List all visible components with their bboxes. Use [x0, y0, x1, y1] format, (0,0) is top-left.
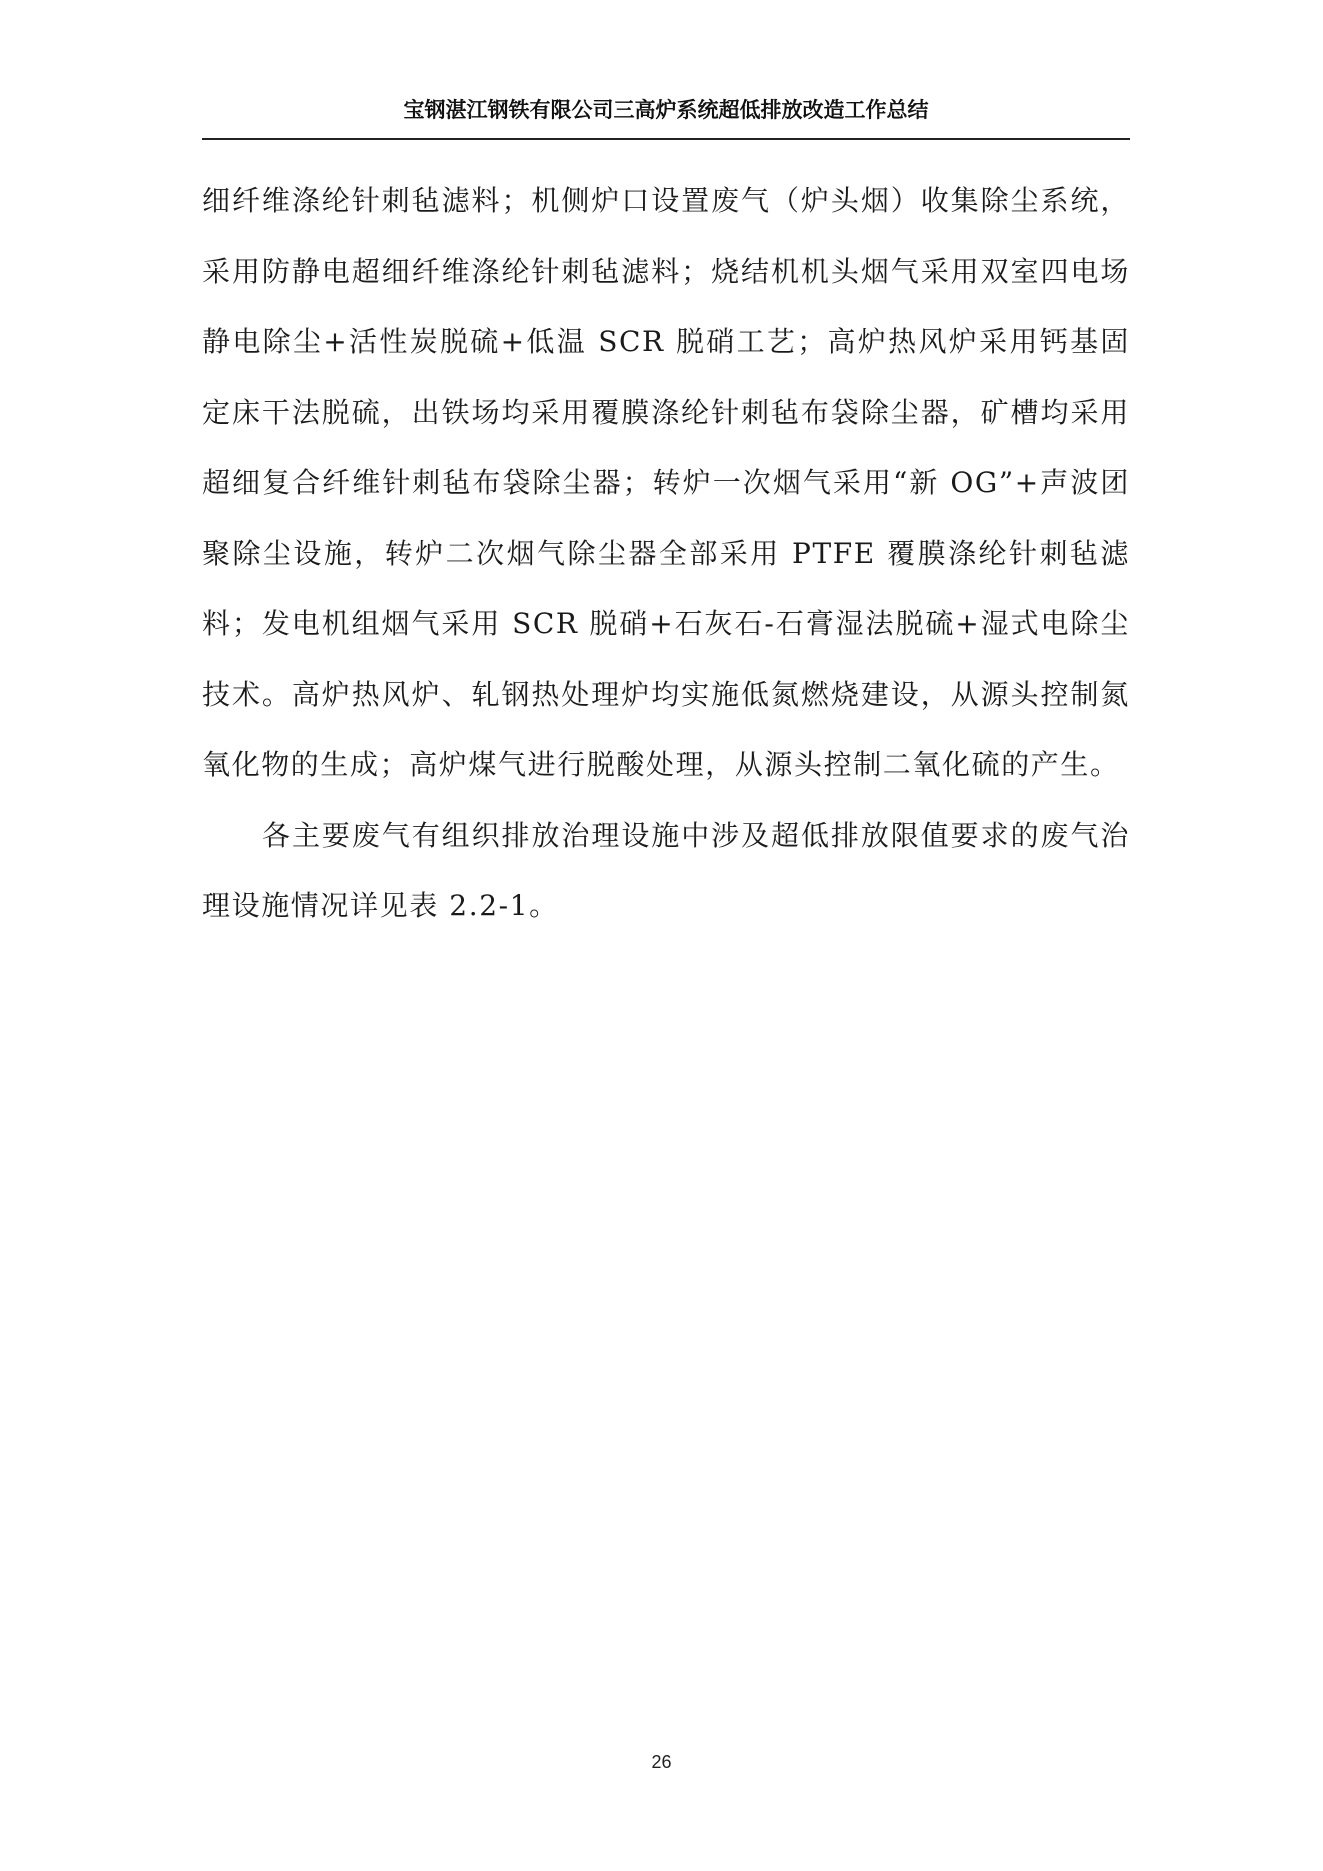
- header-divider: [202, 138, 1130, 140]
- document-body: [202, 166, 1130, 942]
- body-paragraph-2: 各主要废气有组织排放治理设施中涉及超低排放限值要求的废气治理设施情况详见表 2.2-1。: [202, 818, 1130, 922]
- body-paragraph-1: 细纤维涤纶针刺毡滤料；机侧炉口设置废气（炉头烟）收集除尘系统，采用防静电超细纤维涤纶针刺毡滤料；烧结机机头烟气采用双室四电场静电除尘+活性炭脱硫+低温 SCR 脱硝工艺；高炉热风炉采用钙基固定床干法脱硫，出铁场均采用覆膜涤纶针刺毡布袋除尘器，矿槽均采用超细复合纤维针刺毡布袋除尘器；转炉一次烟气采用“新 OG”+声波团聚除尘设施，转炉二次烟气除尘器全部采用 PTFE 覆膜涤纶针刺毡滤料；发电机组烟气采用 SCR 脱硝+石灰石-石膏湿法脱硫+湿式电除尘技术。高炉热风炉、轧钢热处理炉均实施低氮燃烧建设，从源头控制氮氧化物的生成；高炉煤气进行脱酸处理，从源头控制二氧化硫的产生。: [202, 184, 1130, 781]
- page-number: 26: [651, 1752, 672, 1772]
- running-header: 宝钢湛江钢铁有限公司三高炉系统超低排放改造工作总结: [403, 98, 929, 122]
